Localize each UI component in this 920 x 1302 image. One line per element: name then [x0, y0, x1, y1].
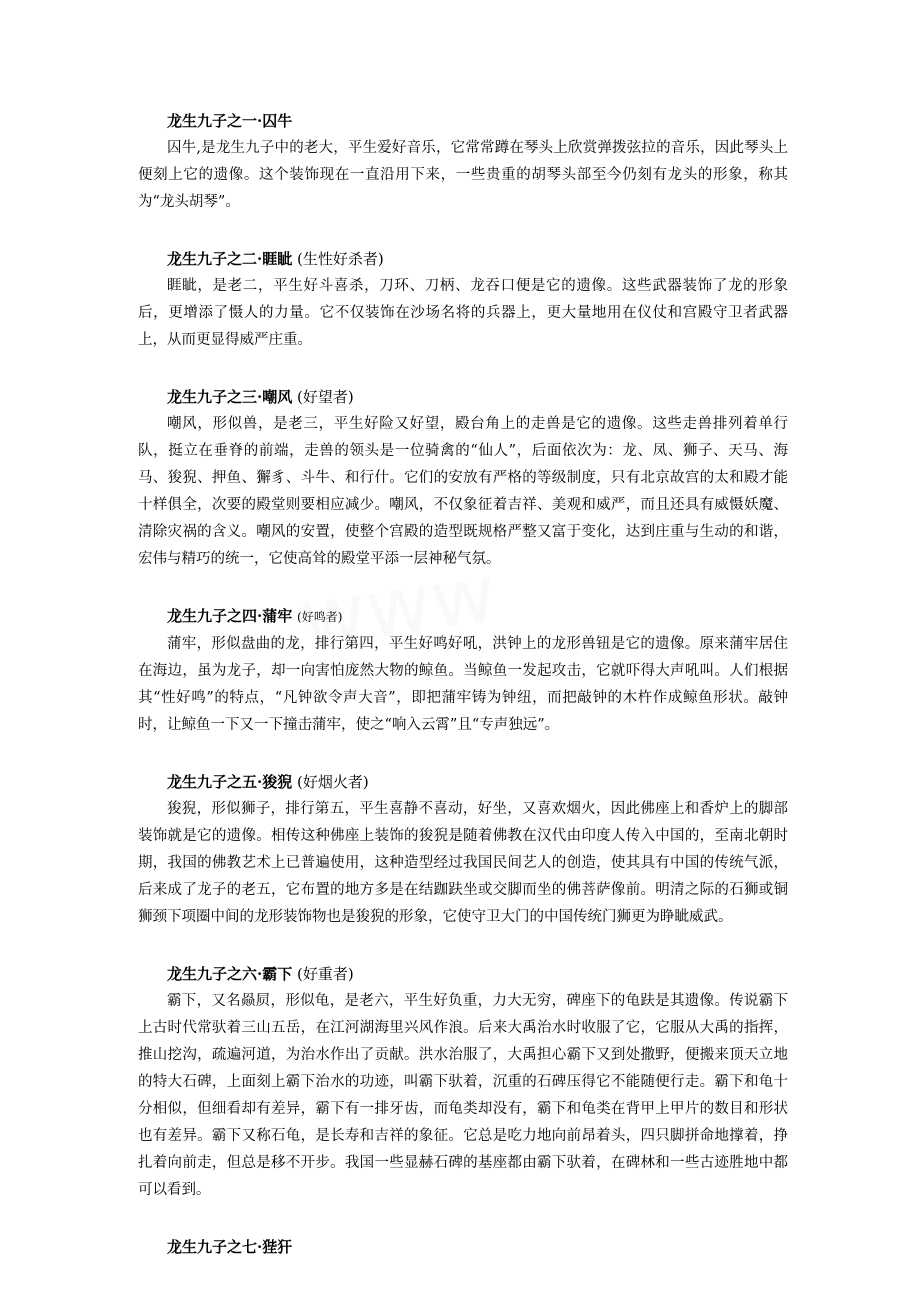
section-heading [138, 384, 788, 411]
section-chaofeng [138, 384, 788, 573]
section-heading [138, 1234, 788, 1261]
section-paragraph: 狻猊，形似狮子，排行第五，平生喜静不喜动，好坐，又喜欢烟火，因此佛座上和香炉上的脚部装饰就是它的遗像。相传这种佛座上装饰的狻猊是随着佛教在汉代由印度人传入中国的，至南北朝时期，我国的佛教艺术上已普遍使用，这种造型经过我国民间艺人的创造，使其具有中国的传统气派，后来成了龙子的老五，它布置的地方多是在结跏趺坐或交脚而坐的佛菩萨像前。明清之际的石狮或铜狮颈下项圈中间的龙形装饰物也是狻猊的形象，它使守卫大门的中国传统门狮更为睁眦威武。 [138, 801, 788, 925]
section-note: (好重者) [297, 965, 354, 983]
section-note: (生性好杀者) [297, 250, 384, 268]
document-page [138, 108, 788, 1291]
section-paragraph: 霸下，又名赑屃，形似龟，是老六，平生好负重，力大无穷，碑座下的龟趺是其遗像。传说霸下上古时代常驮着三山五岳，在江河湖海里兴风作浪。后来大禹治水时收服了它，它服从大禹的指挥，推山挖沟，疏遍河道，为治水作出了贡献。洪水治服了，大禹担心霸下又到处撒野，便搬来顶天立地的特大石碑，上面刻上霸下治水的功迹，叫霸下驮着，沉重的石碑压得它不能随便行走。霸下和龟十分相似，但细看却有差异，霸下有一排牙齿，而龟类却没有，霸下和龟类在背甲上甲片的数目和形状也有差异。霸下又称石龟，是长寿和吉祥的象征。它总是吃力地向前昂着头，四只脚拼命地撑着，挣扎着向前走，但总是移不开步。我国一些显赫石碑的基座都由霸下驮着，在碑林和一些古迹胜地中都可以看到。 [138, 993, 788, 1198]
section-paragraph: 蒲牢，形似盘曲的龙，排行第四，平生好鸣好吼，洪钟上的龙形兽钮是它的遗像。原来蒲牢居住在海边，虽为龙子，却一向害怕庞然大物的鲸鱼。当鲸鱼一发起攻击，它就吓得大声吼叫。人们根据其“性好鸣”的特点，“凡钟欲令声大音”，即把蒲牢铸为钟纽，而把敲钟的木杵作成鲸鱼形状。敲钟时，让鲸鱼一下又一下撞击蒲牢，使之“响入云霄”且“专声独远”。 [138, 636, 788, 733]
section-bian [138, 1234, 788, 1261]
section-pulao [138, 603, 788, 739]
section-paragraph: 睚眦，是老二，平生好斗喜杀，刀环、刀柄、龙吞口便是它的遗像。这些武器装饰了龙的形象后，更增添了慑人的力量。它不仅装饰在沙场名将的兵器上，更大量地用在仪仗和宫殿守卫者武器上，从而更显得威严庄重。 [138, 278, 788, 348]
section-note: (好鸣者) [297, 610, 343, 624]
section-title: 龙生九子之三·嘲风 [167, 388, 293, 406]
section-note: (好烟火者) [297, 773, 369, 791]
section-title: 龙生九子之四·蒲牢 [167, 607, 293, 625]
section-title: 龙生九子之五·狻猊 [167, 773, 293, 791]
section-paragraph: 囚牛,是龙生九子中的老大，平生爱好音乐，它常常蹲在琴头上欣赏弹拨弦拉的音乐，因此琴头上便刻上它的遗像。这个装饰现在一直沿用下来，一些贵重的胡琴头部至今仍刻有龙头的形象，称其为“龙头胡琴”。 [138, 140, 788, 210]
section-yazi [138, 246, 788, 354]
section-paragraph: 嘲风，形似兽，是老三，平生好险又好望，殿台角上的走兽是它的遗像。这些走兽排列着单行队，挺立在垂脊的前端，走兽的领头是一位骑禽的“仙人”，后面依次为：龙、凤、狮子、天马、海马、狻猊、押鱼、獬豸、斗牛、和行什。它们的安放有严格的等级制度，只有北京故宫的太和殿才能十样俱全，次要的殿堂则要相应减少。嘲风，不仅象征着吉祥、美观和威严，而且还具有威慑妖魔、清除灾祸的含义。嘲风的安置，使整个宫殿的造型既规格严整又富于变化，达到庄重与生动的和谐，宏伟与精巧的统一，它使高耸的殿堂平添一层神秘气氛。 [138, 416, 788, 567]
section-heading [138, 108, 788, 135]
section-title: 龙生九子之一·囚牛 [167, 112, 293, 130]
section-suanni [138, 769, 788, 931]
section-title: 龙生九子之六·霸下 [167, 965, 293, 983]
section-title: 龙生九子之二·睚眦 [167, 250, 293, 268]
section-heading [138, 769, 788, 796]
section-baxia [138, 961, 788, 1204]
section-heading [138, 246, 788, 273]
section-note: (好望者) [297, 388, 354, 406]
section-title: 龙生九子之七·狴犴 [167, 1238, 293, 1256]
section-heading [138, 961, 788, 988]
section-heading [138, 603, 788, 631]
section-qiuniu [138, 108, 788, 216]
